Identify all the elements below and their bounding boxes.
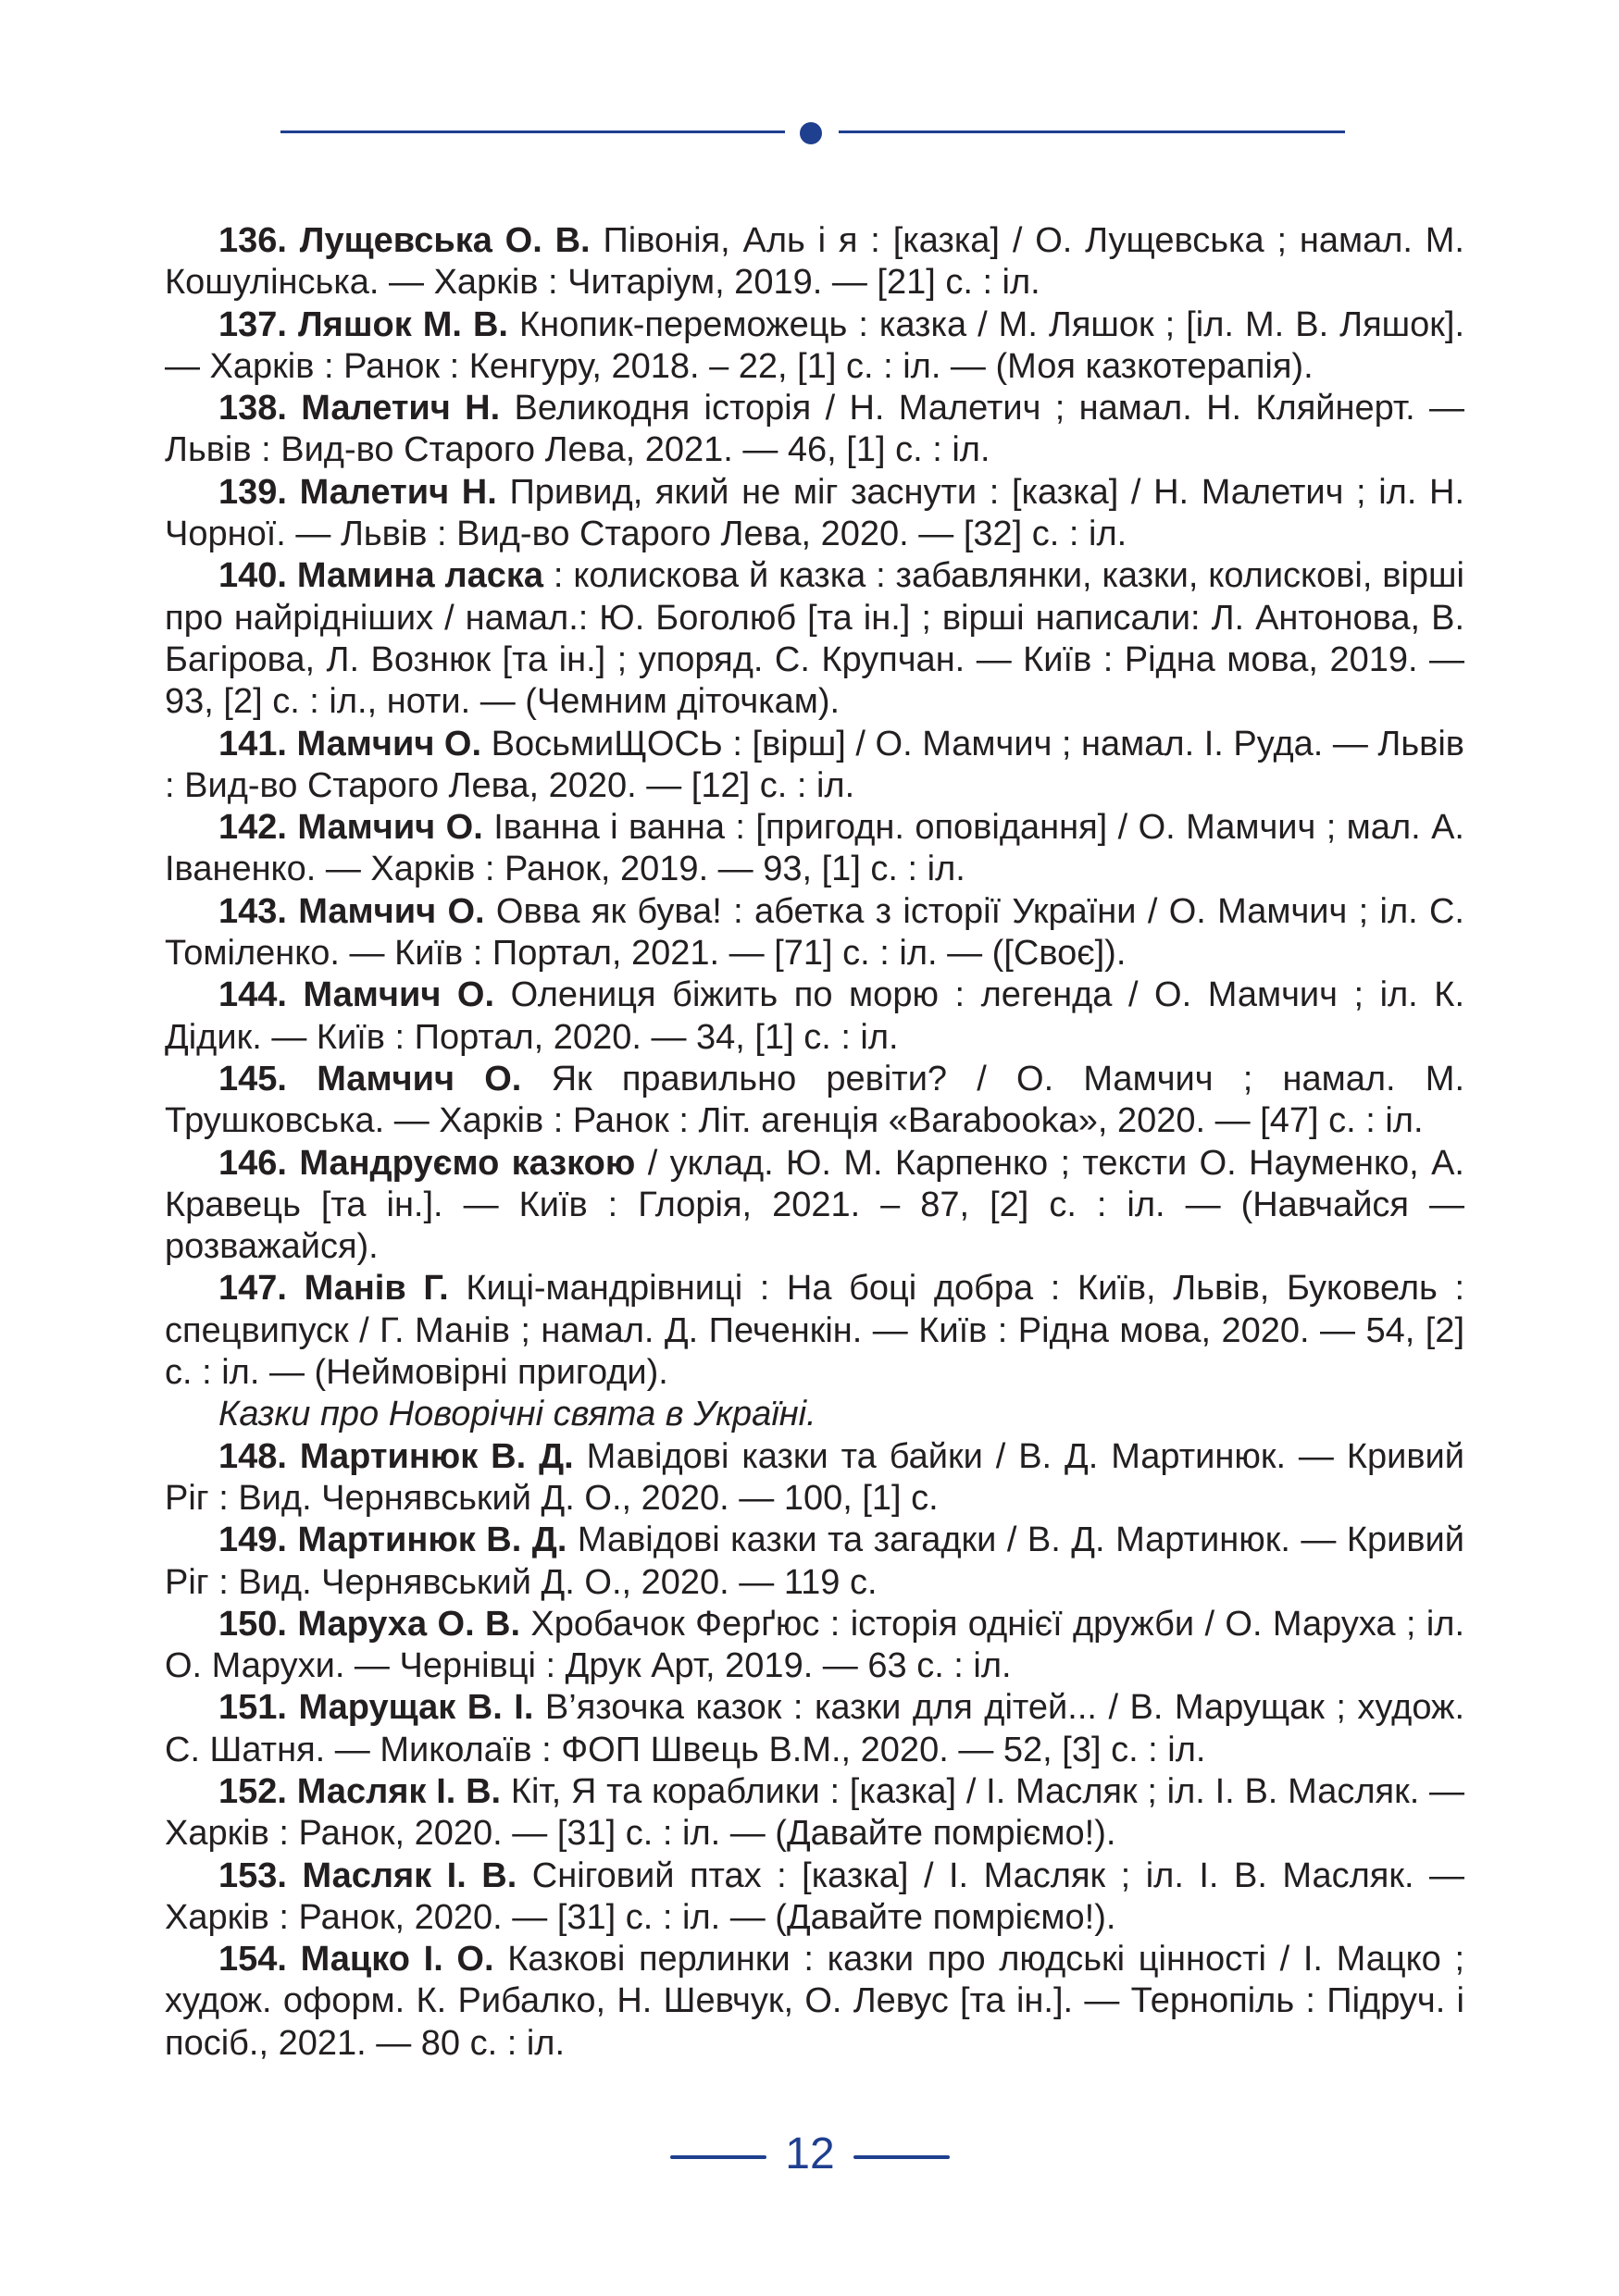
header-dot xyxy=(800,122,822,144)
entry-description: Привид, який не міг заснути : [казка] / Н. Малетич ; іл. Н. Чорної. — Львів : Вид-во Старого Лева, 2020. — [32] с. : іл. xyxy=(165,472,1465,554)
entry-author: Масляк І. В. xyxy=(296,1771,502,1811)
bibliography-entry xyxy=(165,1687,1464,1771)
entry-author: Марущак В. І. xyxy=(298,1688,534,1728)
entry-author: Мацко І. О. xyxy=(300,1940,494,1980)
bibliography-entry xyxy=(165,220,1464,304)
bibliography-entry xyxy=(165,555,1464,723)
entry-description: Хробачок Ферґюс : історія однієї дружби / О. Маруха ; іл. О. Марухи. — Чернівці : Друк Арт, 2019. — 63 с. : іл. xyxy=(165,1604,1465,1686)
entry-number: 143. xyxy=(218,891,287,931)
entry-number: 151. xyxy=(218,1688,287,1728)
entry-note: Казки про Новорічні свята в Україні. xyxy=(218,1395,816,1434)
entry-description: Кнопик-переможець : казка / М. Ляшок ; [іл. М. В. Ляшок]. — Харків : Ранок : Кенгуру, 2018. – 22, [1] с. : іл. — (Моя казкотерапія). xyxy=(165,304,1465,386)
entry-number: 147. xyxy=(218,1269,287,1309)
entry-number: 149. xyxy=(218,1520,287,1560)
entry-author: Мамчич О. xyxy=(297,808,483,848)
footer-rule-left xyxy=(670,2155,766,2159)
entry-author: Манів Г. xyxy=(304,1269,449,1309)
entry-number: 144. xyxy=(218,975,287,1015)
entry-number: 136. xyxy=(218,221,287,260)
entry-description: В’язочка казок : казки для дітей... / В. Марущак ; худож. С. Шатня. — Миколаїв : ФОП Швець В.М., 2020. — 52, [3] с. : іл. xyxy=(165,1688,1465,1769)
bibliography-entry xyxy=(165,1939,1464,2065)
entry-author: Маруха О. В. xyxy=(297,1604,521,1644)
entry-number: 150. xyxy=(218,1604,287,1644)
entry-number: 138. xyxy=(218,389,287,428)
bibliography-entry xyxy=(165,807,1464,891)
page-number: 12 xyxy=(785,2129,835,2178)
entry-author: Мамчич О. xyxy=(296,724,482,763)
entry-description: Киці-мандрівниці : На боці добра : Київ, Львів, Буковель : спецвипуск / Г. Манів ; намал. Д. Печенкін. — Київ : Рідна мова, 2020. — 54, [2] с. : іл. — (Неймовірні пригоди). xyxy=(165,1269,1465,1393)
bibliography-entry xyxy=(165,1143,1464,1269)
bibliography-list xyxy=(165,220,1464,2065)
entry-author: Мамина ласка xyxy=(296,556,544,596)
entry-author: Мандруємо казкою xyxy=(299,1143,636,1183)
entry-description: Олениця біжить по морю : легенда / О. Мамчич ; іл. К. Дідик. — Київ : Портал, 2020. — 34, [1] с. : іл. xyxy=(165,975,1464,1057)
entry-number: 148. xyxy=(218,1436,287,1476)
entry-number: 145. xyxy=(218,1059,287,1098)
bibliography-entry xyxy=(165,724,1464,808)
bibliography-entry xyxy=(165,1520,1464,1604)
entry-number: 146. xyxy=(218,1143,287,1183)
entry-description: Мавідові казки та загадки / В. Д. Мартинюк. — Кривий Ріг : Вид. Чернявський Д. О., 2020. — 119 с. xyxy=(165,1520,1464,1602)
entry-author: Мартинюк В. Д. xyxy=(297,1520,567,1560)
entry-description: : колискова й казка : забавлянки, казки, колискові, вірші про найрідніших / намал.: Ю. Боголюб [та ін.] ; вірші написали: Л. Антонова, В. Багірова, Л. Вознюк [та ін.] ; упоряд. С. Крупчан. — Київ : Рідна мова, 2019. — 93, [2] с. : іл., ноти. — (Чемним діточкам). xyxy=(165,556,1464,722)
entry-author: Мамчич О. xyxy=(298,891,485,931)
bibliography-entry xyxy=(165,304,1464,389)
page-footer xyxy=(0,2127,1619,2182)
bibliography-entry xyxy=(165,891,1464,975)
bibliography-entry xyxy=(165,1436,1464,1520)
entry-description: Казкові перлинки : казки про людські цінності / І. Мацко ; худож. оформ. К. Рибалко, Н. Шевчук, О. Левус [та ін.]. — Тернопіль : Підруч. і посіб., 2021. — 80 с. : іл. xyxy=(165,1940,1465,2063)
bibliography-entry xyxy=(165,974,1464,1059)
bibliography-entry xyxy=(165,1268,1464,1394)
entry-author: Малетич Н. xyxy=(299,472,497,512)
entry-author: Масляк І. В. xyxy=(302,1855,517,1895)
footer-rule-right xyxy=(853,2155,950,2159)
entry-description: Півонія, Аль і я : [казка] / О. Лущевська ; намал. М. Кошулінська. — Харків : Читаріум, 2019. — [21] с. : іл. xyxy=(165,221,1464,303)
entry-number: 142. xyxy=(218,808,287,848)
entry-author: Малетич Н. xyxy=(301,389,501,428)
entry-description: Овва як бува! : абетка з історії України / О. Мамчич ; іл. С. Томіленко. — Київ : Портал, 2021. — [71] с. : іл. — ([Своє]). xyxy=(165,891,1464,974)
entry-description: Кіт, Я та кораблики : [казка] / І. Масляк ; іл. І. В. Масляк. — Харків : Ранок, 2020. — [31] с. : іл. — (Давайте помріємо!). xyxy=(165,1771,1465,1854)
entry-number: 154. xyxy=(218,1940,287,1980)
entry-description: Великодня історія / Н. Малетич ; намал. Н. Кляйнерт. — Львів : Вид-во Старого Лева, 2021. — 46, [1] с. : іл. xyxy=(165,389,1465,470)
entry-author: Ляшок М. В. xyxy=(298,304,508,344)
entry-description: / уклад. Ю. М. Карпенко ; тексти О. Науменко, А. Кравець [та ін.]. — Київ : Глорія, 2021. – 87, [2] с. : іл. — (Навчайся — розважайся). xyxy=(165,1143,1464,1267)
entry-number: 140. xyxy=(218,556,287,596)
entry-description: ВосьмиЩОСЬ : [вірш] / О. Мамчич ; намал. І. Руда. — Львів : Вид-во Старого Лева, 2020. — [12] с. : іл. xyxy=(165,724,1464,805)
header-rule-left xyxy=(280,130,785,133)
header-rule-right xyxy=(839,130,1345,133)
entry-number: 139. xyxy=(218,472,287,512)
entry-number: 152. xyxy=(218,1771,287,1811)
bibliography-entry xyxy=(165,1855,1464,1940)
entry-author: Мартинюк В. Д. xyxy=(299,1436,574,1476)
entry-author: Лущевська О. В. xyxy=(299,221,591,260)
entry-description: Іванна і ванна : [пригодн. оповідання] / О. Мамчич ; мал. А. Іваненко. — Харків : Ранок, 2019. — 93, [1] с. : іл. xyxy=(165,808,1464,889)
entry-author: Мамчич О. xyxy=(303,975,495,1015)
bibliography-entry xyxy=(165,1059,1464,1143)
bibliography-entry xyxy=(165,1604,1464,1688)
entry-number: 153. xyxy=(218,1855,287,1895)
entry-description: Як правильно ревіти? / О. Мамчич ; намал. М. Трушковська. — Харків : Ранок : Літ. агенція «Barabooka», 2020. — [47] с. : іл. xyxy=(165,1059,1465,1141)
bibliography-entry xyxy=(165,472,1464,556)
entry-number: 141. xyxy=(218,724,287,763)
entry-number: 137. xyxy=(218,304,287,344)
bibliography-entry xyxy=(165,1771,1464,1855)
bibliography-entry xyxy=(165,388,1464,472)
entry-description: Мавідові казки та байки / В. Д. Мартинюк. — Кривий Ріг : Вид. Чернявський Д. О., 2020. — 100, [1] с. xyxy=(165,1436,1464,1518)
entry-author: Мамчич О. xyxy=(317,1059,522,1098)
entry-description: Сніговий птах : [казка] / І. Масляк ; іл. І. В. Масляк. — Харків : Ранок, 2020. — [31] с. : іл. — (Давайте помріємо!). xyxy=(165,1855,1465,1937)
